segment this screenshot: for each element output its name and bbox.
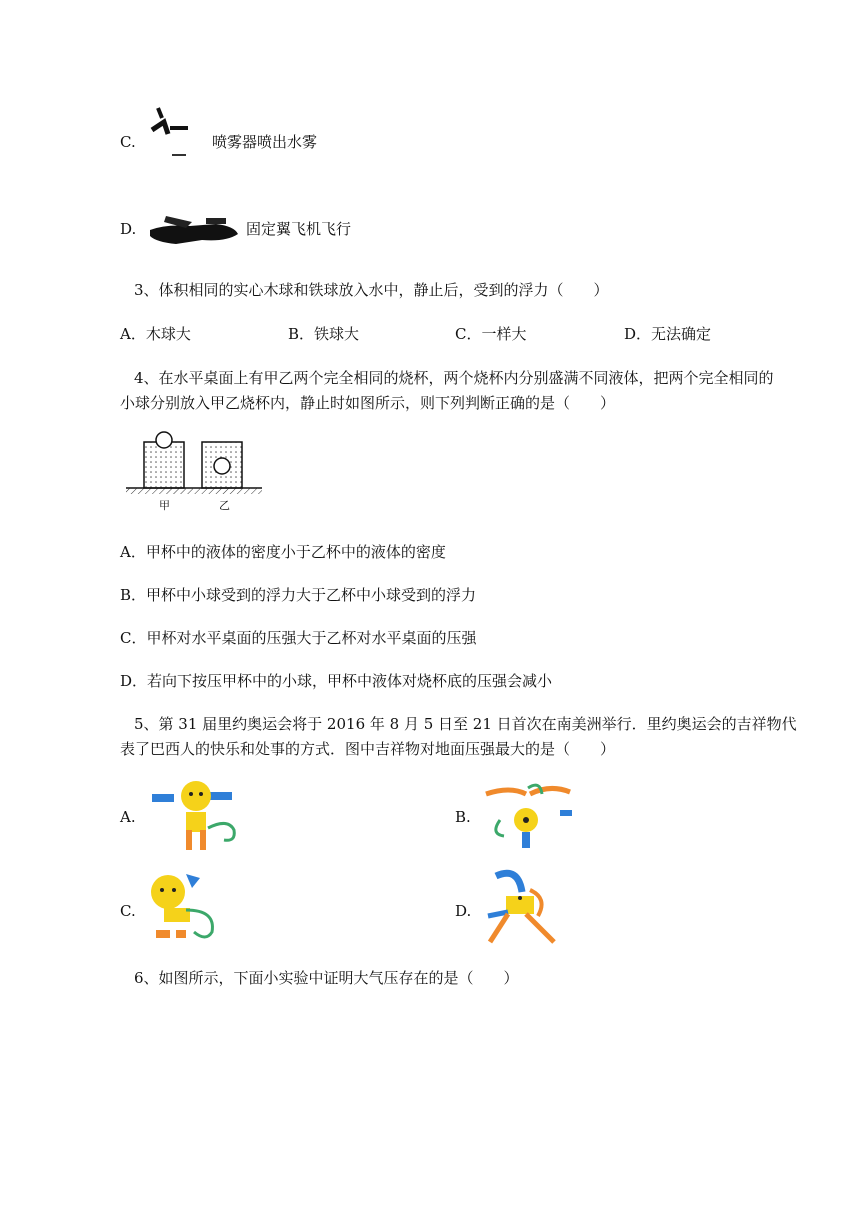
q4-option-d: D．若向下按压甲杯中的小球，甲杯中液体对烧杯底的压强会减小 bbox=[120, 672, 553, 690]
q5-option-d-mascot bbox=[478, 868, 562, 948]
q2-option-d-text: 固定翼飞机飞行 bbox=[246, 220, 352, 238]
q2-option-c-text: 喷雾器喷出水雾 bbox=[212, 133, 318, 151]
q3-option-d: D．无法确定 bbox=[624, 325, 712, 343]
q3-option-a: A．木球大 bbox=[120, 325, 191, 343]
q4-figure-label-left: 甲 bbox=[159, 499, 170, 512]
q5-option-d-letter: D. bbox=[455, 902, 472, 920]
q4-figure-label-right: 乙 bbox=[219, 499, 230, 512]
q5-option-a-letter: A. bbox=[120, 808, 136, 826]
q4-option-c: C．甲杯对水平桌面的压强大于乙杯对水平桌面的压强 bbox=[120, 629, 477, 647]
q5-stem-line2: 表了巴西人的快乐和处事的方式．图中吉祥物对地面压强最大的是（ ） bbox=[120, 740, 616, 758]
q6-stem: 6、如图所示，下面小实验中证明大气压存在的是（ ） bbox=[134, 969, 519, 987]
q4-stem-line1: 4、在水平桌面上有甲乙两个完全相同的烧杯，两个烧杯内分别盛满不同液体，把两个完全相同的 bbox=[134, 369, 774, 387]
q4-option-a: A．甲杯中的液体的密度小于乙杯中的液体的密度 bbox=[120, 543, 446, 561]
q3-option-c: C．一样大 bbox=[455, 325, 527, 343]
q5-option-a-mascot bbox=[148, 778, 244, 854]
q5-option-b-letter: B. bbox=[455, 808, 471, 826]
q5-option-c-letter: C. bbox=[120, 902, 136, 920]
q5-stem-line1: 5、第 31 届里约奥运会将于 2016 年 8 月 5 日至 21 日首次在南美洲举行．里约奥运会的吉祥物代 bbox=[134, 715, 797, 733]
q4-option-b: B．甲杯中小球受到的浮力大于乙杯中小球受到的浮力 bbox=[120, 586, 477, 604]
q2-option-d-letter: D. bbox=[120, 220, 137, 238]
q4-stem-line2: 小球分别放入甲乙烧杯内，静止时如图所示，则下列判断正确的是（ ） bbox=[120, 394, 616, 412]
q5-option-c-mascot bbox=[146, 870, 226, 944]
q3-option-b: B．铁球大 bbox=[288, 325, 360, 343]
q2-option-c-letter: C. bbox=[120, 133, 136, 151]
q2-option-d-image bbox=[146, 208, 242, 248]
q5-option-b-mascot bbox=[480, 780, 576, 852]
q2-option-c-image bbox=[146, 104, 196, 164]
q4-beaker-figure bbox=[124, 430, 264, 496]
q3-stem: 3、体积相同的实心木球和铁球放入水中，静止后，受到的浮力（ ） bbox=[134, 281, 609, 299]
